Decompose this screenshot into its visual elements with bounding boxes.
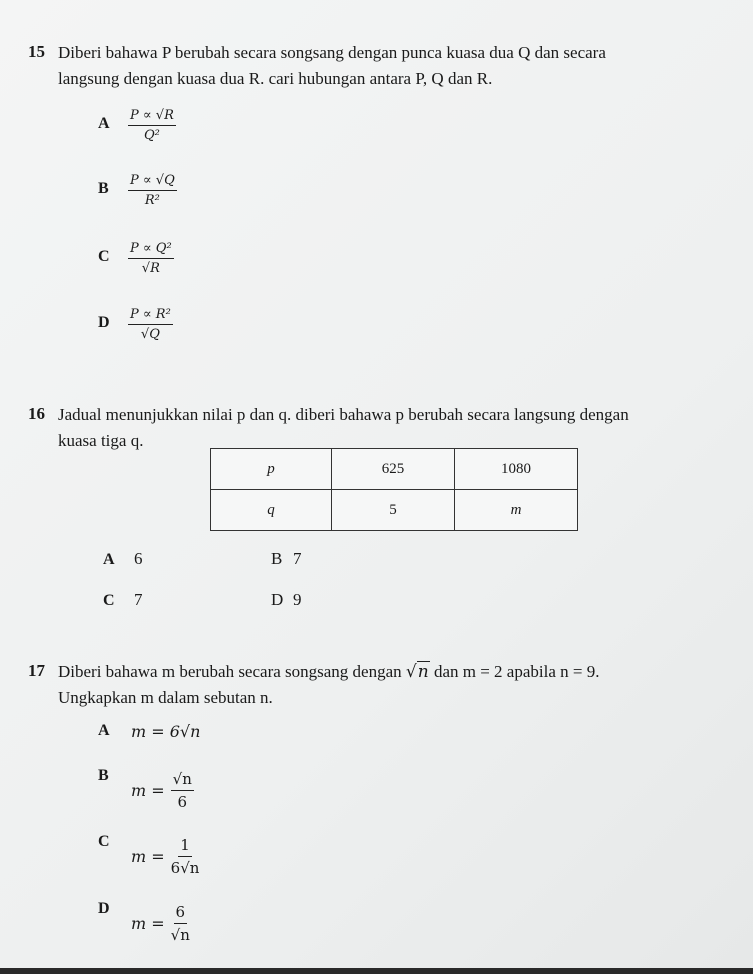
question-15-number: 15 [28, 42, 45, 61]
page-bottom-edge [0, 968, 753, 974]
q15-option-d-fraction [128, 307, 173, 342]
q16-option-a-letter[interactable]: A [103, 551, 115, 568]
q17-option-c-lhs: m = [131, 847, 165, 866]
q15-option-d-letter[interactable]: D [98, 314, 110, 331]
q15-option-d-denominator: √Q [140, 327, 160, 342]
q15-option-a-numerator: P ∝ √R [128, 108, 176, 126]
table-cell: 5 [332, 490, 455, 531]
q15-option-c-fraction [128, 241, 174, 276]
q17-option-c-expression [131, 836, 199, 877]
q17-option-b-fraction [171, 770, 194, 811]
table-cell: 1080 [455, 449, 578, 490]
q17-option-d-denominator: √n [170, 926, 190, 944]
question-17-text-b: dan m = 2 apabila n = 9. [433, 662, 600, 681]
q17-option-a-expression: m = 6√n [131, 722, 201, 741]
q17-option-c-numerator: 1 [178, 836, 192, 857]
q15-option-c-letter[interactable]: C [98, 248, 110, 265]
q16-option-a-value: 6 [134, 549, 143, 568]
sqrt-n-symbol: √n [405, 662, 429, 682]
q17-option-c-fraction [171, 836, 200, 877]
question-16-line-1: Jadual menunjukkan nilai p dan q. diberi bahawa p berubah secara langsung dengan [58, 405, 629, 424]
q17-option-b-numerator: √n [171, 770, 194, 791]
q17-option-b-letter[interactable]: B [98, 767, 109, 784]
q17-option-d-letter[interactable]: D [98, 900, 110, 917]
table-cell: m [455, 490, 578, 531]
q17-option-b-lhs: m = [131, 781, 165, 800]
q17-option-a-letter[interactable]: A [98, 722, 110, 739]
q17-option-c-letter[interactable]: C [98, 833, 110, 850]
q16-option-d-letter[interactable]: D [271, 590, 284, 609]
q15-option-b-letter[interactable]: B [98, 180, 109, 197]
question-15-line-1: Diberi bahawa P berubah secara songsang dengan punca kuasa dua Q dan secara [58, 43, 606, 62]
q17-option-d-expression [131, 903, 190, 944]
table-row-p [211, 449, 578, 490]
q16-option-b-letter[interactable]: B [271, 549, 283, 568]
q15-option-d-numerator: P ∝ R² [128, 307, 173, 325]
q15-option-b-denominator: R² [144, 193, 160, 208]
q16-option-d-value: 9 [293, 590, 302, 609]
value-table [210, 448, 578, 531]
q17-option-d-lhs: m = [131, 914, 165, 933]
q15-option-b-numerator: P ∝ √Q [128, 173, 177, 191]
table-cell: p [211, 449, 332, 490]
question-15-text [58, 40, 738, 92]
q17-option-b-expression [131, 770, 194, 811]
table-cell: q [211, 490, 332, 531]
q16-option-c-value: 7 [134, 590, 143, 609]
q15-option-a-fraction [128, 108, 176, 143]
q15-option-a-denominator: Q² [144, 128, 160, 143]
q17-option-c-denominator: 6√n [170, 859, 200, 877]
q15-option-c-numerator: P ∝ Q² [128, 241, 174, 259]
table-cell: 625 [332, 449, 455, 490]
question-17-text-a: Diberi bahawa m berubah secara songsang dengan [58, 662, 402, 681]
question-15-line-2: langsung dengan kuasa dua R. cari hubungan antara P, Q dan R. [58, 69, 493, 88]
q17-option-d-numerator: 6 [174, 903, 188, 924]
question-17-number: 17 [28, 661, 45, 680]
q17-option-b-denominator: 6 [177, 793, 188, 811]
question-16-number: 16 [28, 404, 45, 423]
q15-option-c-denominator: √R [141, 261, 160, 276]
question-16-line-2: kuasa tiga q. [58, 431, 144, 450]
q15-option-b-fraction [128, 173, 177, 208]
q17-option-d-fraction [171, 903, 190, 944]
question-17-line-2: Ungkapkan m dalam sebutan n. [58, 688, 273, 707]
question-17-line-1 [58, 659, 748, 685]
table-row-q [211, 490, 578, 531]
q16-option-c-letter[interactable]: C [103, 592, 115, 609]
q16-option-b-value: 7 [293, 549, 302, 568]
sqrt-radicand: n [417, 662, 429, 682]
q15-option-a-letter[interactable]: A [98, 115, 110, 132]
